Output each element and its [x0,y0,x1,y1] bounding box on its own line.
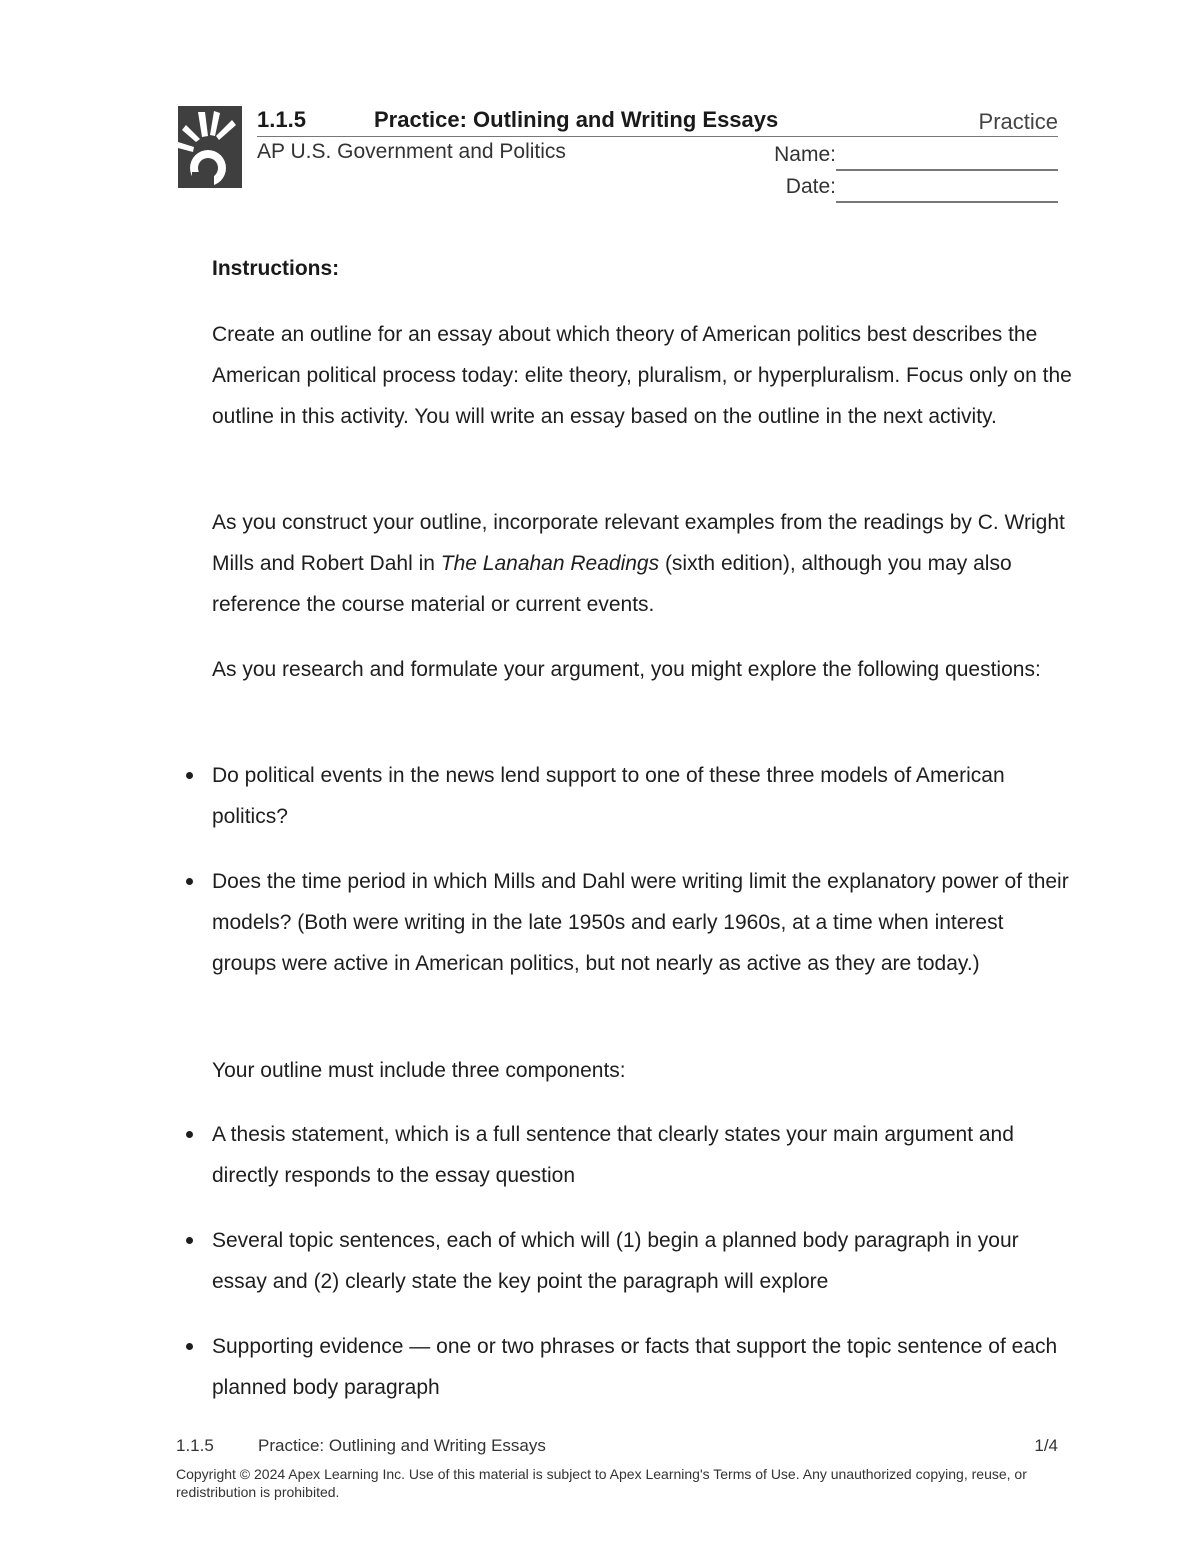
research-paragraph: As you research and formulate your argument, you might explore the following questions: [212,658,1041,681]
activity-type: Practice [978,109,1058,134]
header-divider [257,136,1058,137]
bullet-icon [186,1131,193,1138]
lesson-number: 1.1.5 [257,107,306,132]
date-field[interactable] [836,201,1058,203]
instructions-heading: Instructions: [212,257,340,280]
readings-text-end: (sixth edition), although you may also reference the course material or current events. [212,552,1012,616]
list-item: Does the time period in which Mills and Dahl were writing limit the explanatory power of their models? (Both were writing in the late 1950s and early 1960s, at a time when interest groups were active in American politics, but not nearly as active as they are today.) [212,870,1069,975]
bullet-icon [186,878,193,885]
apex-logo-icon [178,106,242,188]
components-intro: Your outline must include three components: [212,1059,626,1082]
bullet-icon [186,772,193,779]
copyright-notice: Copyright © 2024 Apex Learning Inc. Use of this material is subject to Apex Learning's Terms of Use. Any unauthorized copying, reuse, or redistribution is prohibited. [176,1466,1027,1500]
book-title: The Lanahan Readings [440,552,660,575]
readings-text-start: As you construct your outline, incorporate relevant examples from the readings by C. Wright Mills and Robert Dahl in [212,511,1065,575]
readings-paragraph [212,502,1072,625]
lesson-title: Practice: Outlining and Writing Essays [374,107,779,132]
bullet-icon [186,1343,193,1350]
name-label: Name: [774,143,836,166]
bullet-icon [186,1237,193,1244]
footer-lesson-number: 1.1.5 [176,1436,214,1455]
instructions-paragraph: Create an outline for an essay about which theory of American politics best describes the American political process today: elite theory, pluralism, or hyperpluralism. Focus only on the outline in this activity. You will write an essay based on the outline in the next activity. [212,323,1072,428]
list-item: Supporting evidence — one or two phrases or facts that support the topic sentence of each planned body paragraph [212,1335,1058,1399]
list-item: Several topic sentences, each of which will (1) begin a planned body paragraph in your essay and (2) clearly state the key point the paragraph will explore [212,1229,1019,1293]
date-label: Date: [785,175,836,198]
name-field[interactable] [836,169,1058,171]
list-item: Do political events in the news lend support to one of these three models of American politics? [212,764,1005,828]
list-item: A thesis statement, which is a full sentence that clearly states your main argument and directly responds to the essay question [212,1123,1014,1187]
page-number: 1/4 [1034,1436,1058,1455]
footer-lesson-title: Practice: Outlining and Writing Essays [258,1436,546,1455]
course-name: AP U.S. Government and Politics [257,140,566,163]
